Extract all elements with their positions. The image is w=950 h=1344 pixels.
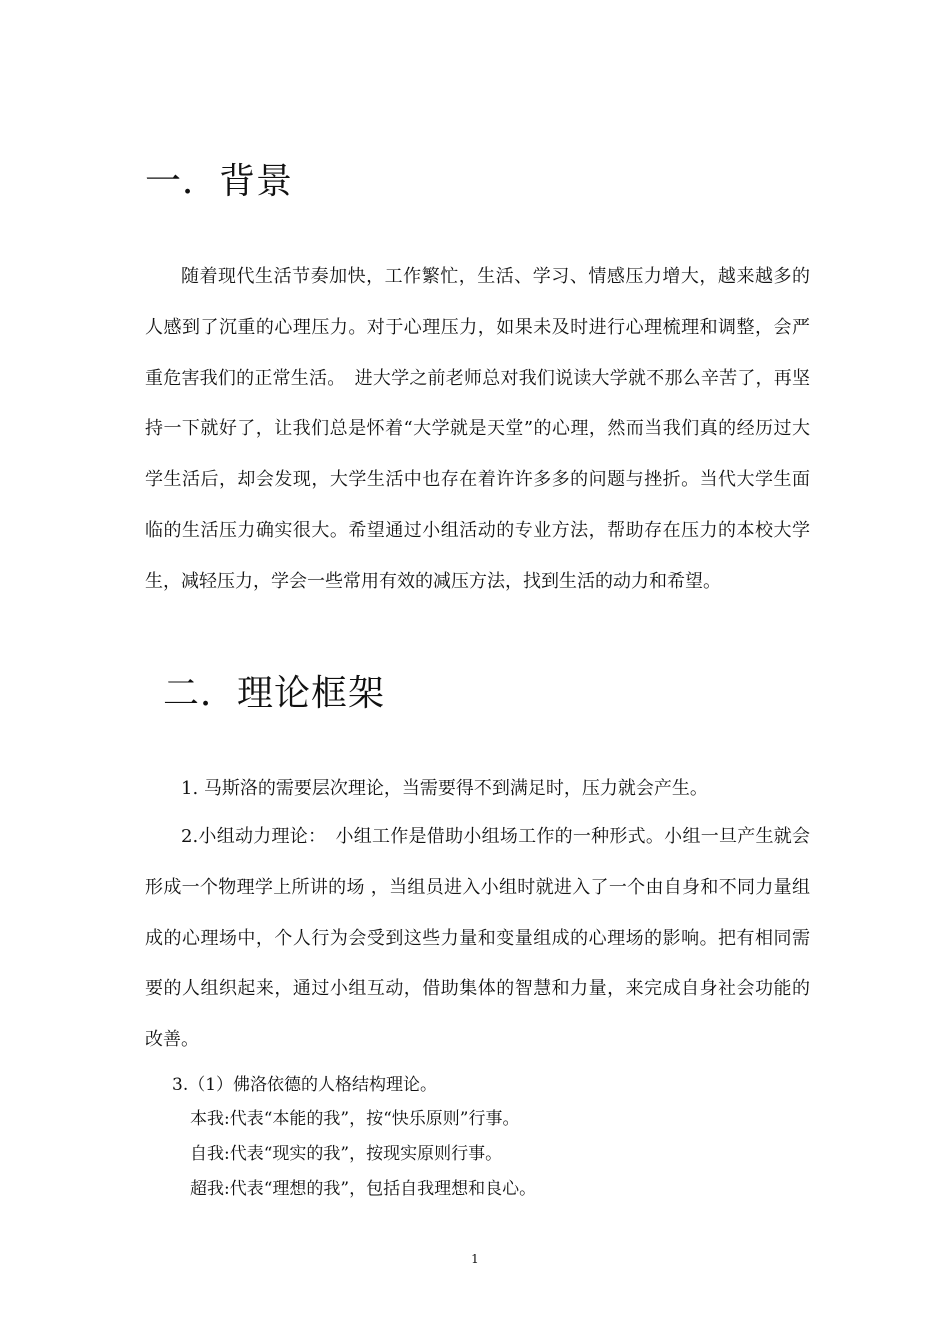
freud-superego-line: 超我:代表“理想的我”，包括自我理想和良心。 [190, 1179, 537, 1199]
theory-item-freud-title: 3.（1）佛洛依德的人格结构理论。 [172, 1075, 438, 1095]
section-heading-background: 一．背景 [145, 161, 294, 202]
freud-id-line: 本我:代表“本能的我”，按“快乐原则”行事。 [190, 1109, 520, 1129]
freud-ego-line: 自我:代表“现实的我”，按现实原则行事。 [190, 1144, 503, 1164]
page-number: 1 [471, 1252, 479, 1266]
theory-item-maslow: 1. 马斯洛的需要层次理论，当需要得不到满足时，压力就会产生。 [181, 778, 708, 799]
theory-item-group-dynamics: 2.小组动力理论： 小组工作是借助小组场工作的一种形式。小组一旦产生就会形成一个物理学上所讲的场 ，当组员进入小组时就进入了一个由自身和不同力量组成的心理场中，个人行为会受到这些力量和变量组成的心理场的影响。把有相同需要的人组织起来，通过小组互动，借助集体的智慧和力量，来完成自身社会功能的改善。 [145, 826, 810, 1051]
background-paragraph: 随着现代生活节奏加快，工作繁忙，生活、学习、情感压力增大，越来越多的人感到了沉重的心理压力。对于心理压力，如果未及时进行心理梳理和调整，会严重危害我们的正常生活。 进大学之前老师总对我们说读大学就不那么辛苦了，再坚持一下就好了，让我们总是怀着“大学就是天堂”的心理，然而当我们真的经历过大学生活后，却会发现，大学生活中也存在着许许多多的问题与挫折。当代大学生面临的生活压力确实很大。希望通过小组活动的专业方法，帮助存在压力的本校大学生，减轻压力，学会一些常用有效的减压方法，找到生活的动力和希望。 [145, 266, 810, 592]
section-heading-theory: 二．理论框架 [163, 673, 386, 714]
